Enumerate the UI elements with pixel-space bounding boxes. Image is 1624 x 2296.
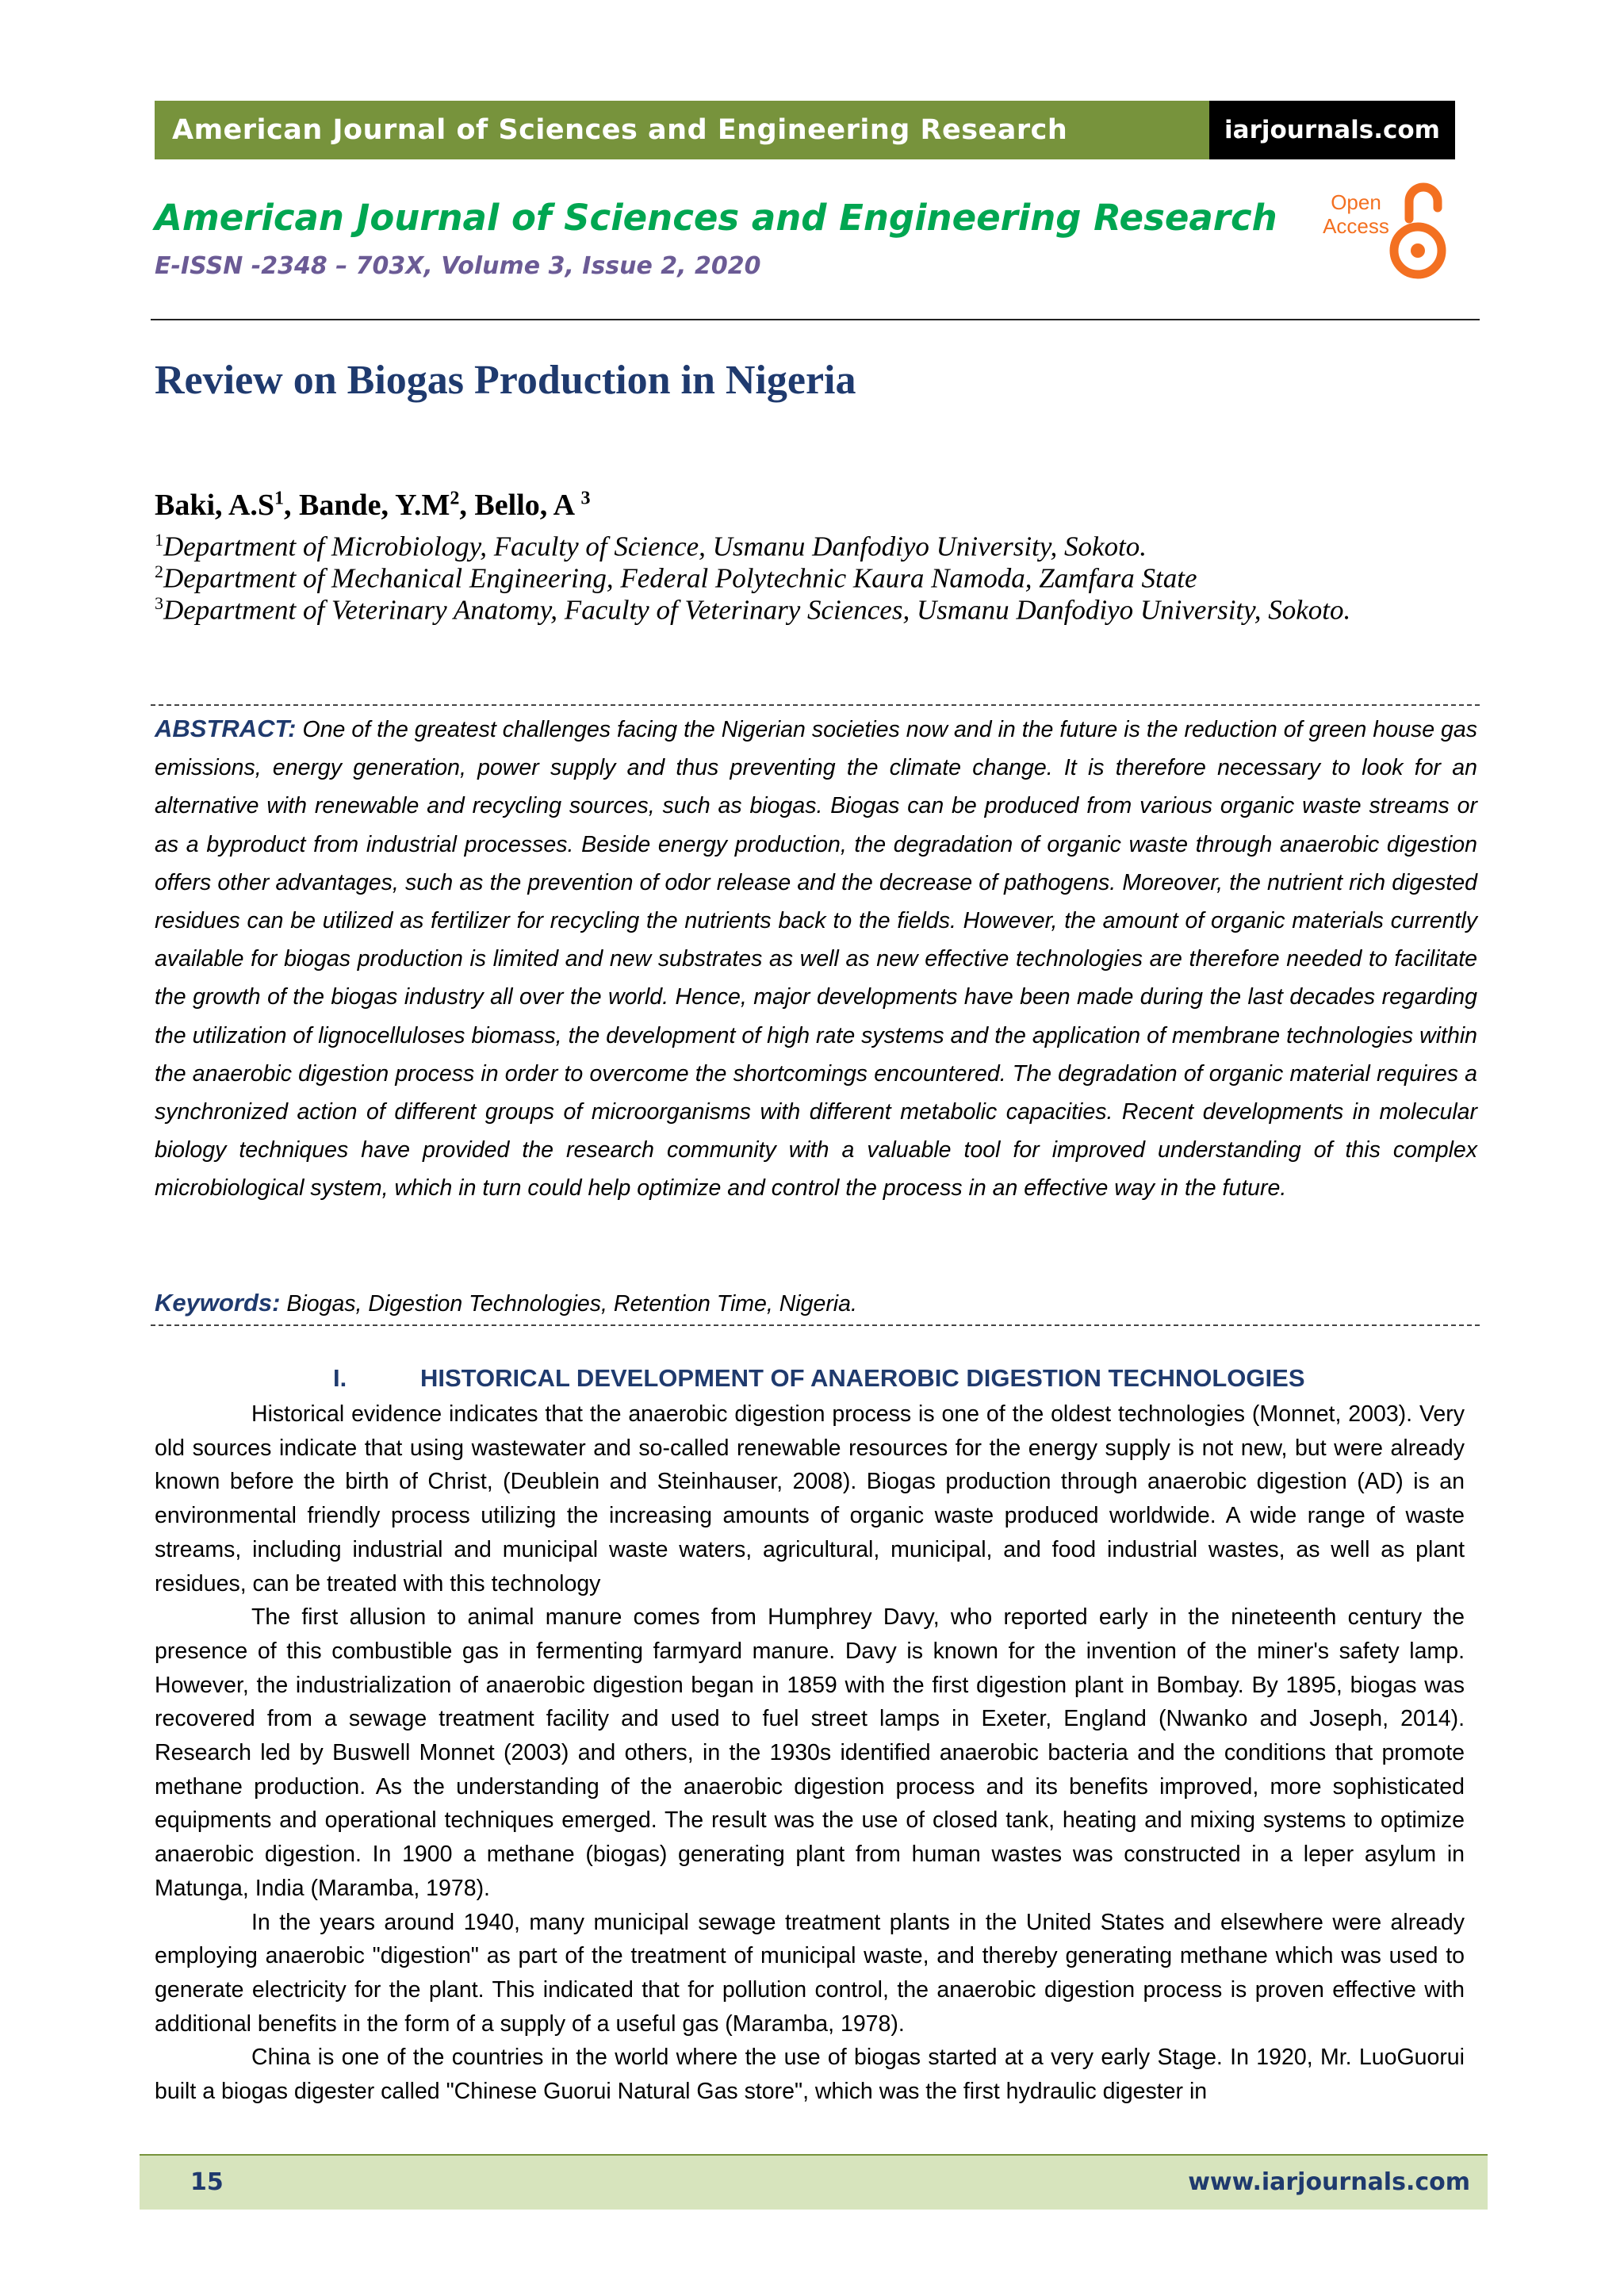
- affiliation: [155, 562, 1197, 595]
- section-title: HISTORICAL DEVELOPMENT OF ANAEROBIC DIGESTION TECHNOLOGIES: [420, 1364, 1305, 1392]
- affiliation-text: Department of Microbiology, Faculty of Science, Usmanu Danfodiyo University, Sokoto.: [163, 531, 1147, 562]
- abstract-top-divider: [151, 704, 1480, 706]
- header-band-title: American Journal of Sciences and Engineering Research: [172, 114, 1068, 146]
- body-paragraph: The first allusion to animal manure comes from Humphrey Davy, who reported early in the nineteenth century the presence of this combustible gas in fermenting farmyard manure. Davy is known for the invention of the miner's safety lamp. However, the industrialization of anaerobic digestion began in 1859 with the first digestion plant in Bombay. By 1895, biogas was recovered from a sewage treatment facility and used to fuel street lamps in Exeter, England (Nwanko and Joseph, 2014). Research led by Buswell Monnet (2003) and others, in the 1930s identified anaerobic bacteria and the conditions that promote methane production. As the understanding of the anaerobic digestion process and its benefits improved, more sophisticated equipments and operational techniques emerged. The result was the use of closed tank, heating and mixing systems to optimize anaerobic digestion. In 1900 a methane (biogas) generating plant from human wastes was constructed in a leper asylum in Matunga, India (Maramba, 1978).: [155, 1604, 1465, 1901]
- affiliation-mark: 1: [155, 530, 163, 550]
- body-paragraph: China is one of the countries in the world where the use of biogas started at a very early Stage. In 1920, Mr. LuoGuorui built a biogas digester called "Chinese Guorui Natural Gas store", which was the first hydraulic digester in: [155, 2045, 1465, 2105]
- affiliation-mark: 3: [155, 593, 163, 613]
- affiliation: [155, 530, 1147, 563]
- journal-issn: E-ISSN -2348 – 703X, Volume 3, Issue 2, 2020: [155, 252, 761, 280]
- section-heading: [333, 1364, 1305, 1393]
- author-separator: ,: [459, 489, 475, 522]
- open-lock-icon: [1320, 173, 1455, 280]
- open-access-line2: Access: [1323, 214, 1389, 238]
- affiliation-text: Department of Veterinary Anatomy, Faculty of Veterinary Sciences, Usmanu Danfodiyo University, Sokoto.: [163, 594, 1351, 626]
- keywords-label: Keywords:: [155, 1289, 281, 1317]
- keywords-text: Biogas, Digestion Technologies, Retention Time, Nigeria.: [286, 1291, 857, 1317]
- author-name: Bello, A: [474, 489, 581, 522]
- author-affil-mark: 2: [450, 488, 460, 509]
- abstract-text: One of the greatest challenges facing the Nigerian societies now and in the future is the reduction of green house gas emissions, energy generation, power supply and thus preventing the climate change. It is therefore necessary to look for an alternative with renewable and recycling sources, such as biogas. Biogas can be produced from various organic waste streams or as a byproduct from industrial processes. Beside energy production, the degradation of organic waste through anaerobic digestion offers other advantages, such as the prevention of odor release and the decrease of pathogens. Moreover, the nutrient rich digested residues can be utilized as fertilizer for recycling the nutrients back to the fields. However, the amount of organic materials currently available for biogas production is limited and new substrates as well as new effective technologies are therefore needed to facilitate the growth of the biogas industry all over the world. Hence, major developments have been made during the last decades regarding the utilization of lignocelluloses biomass, the development of high rate systems and the application of membrane technologies within the anaerobic digestion process in order to overcome the shortcomings encountered. The degradation of organic material requires a synchronized action of different groups of microorganisms with different metabolic capacities. Recent developments in molecular biology techniques have provided the research community with a valuable tool for improved understanding of this complex microbiological system, which in turn could help optimize and control the process in an effective way in the future.: [155, 717, 1478, 1202]
- body-paragraph: Historical evidence indicates that the anaerobic digestion process is one of the oldest technologies (Monnet, 2003). Very old sources indicate that using wastewater and so-called renewable resources for the energy supply is not new, but were already known before the birth of Christ, (Deublein and Steinhauser, 2008). Biogas production through anaerobic digestion (AD) is an environmental friendly process utilizing the increasing amounts of organic waste produced worldwide. A wide range of waste streams, including industrial and municipal waste waters, agricultural, municipal, and food industrial wastes, as well as plant residues, can be treated with this technology: [155, 1401, 1465, 1596]
- author-affil-mark: 1: [274, 488, 285, 509]
- abstract-label: ABSTRACT:: [155, 715, 297, 742]
- open-access-line1: Open: [1331, 190, 1381, 214]
- journal-header-band: [155, 101, 1455, 159]
- footer-url-link[interactable]: www.iarjournals.com: [1188, 2168, 1470, 2196]
- affiliation-text: Department of Mechanical Engineering, Federal Polytechnic Kaura Namoda, Zamfara State: [163, 562, 1197, 594]
- header-divider: [151, 319, 1480, 320]
- author-list: [155, 488, 591, 523]
- body-paragraph: In the years around 1940, many municipal sewage treatment plants in the United States and elsewhere were already employing anaerobic "digestion" as part of the treatment of municipal waste, and thereby generating methane which was used to generate electricity for the plant. This indicated that for pollution control, the anaerobic digestion process is proven effective with additional benefits in the form of a supply of a useful gas (Maramba, 1978).: [155, 1909, 1465, 2037]
- author-name: Bande, Y.M: [299, 489, 450, 522]
- page-footer: [140, 2154, 1488, 2210]
- keywords: [155, 1289, 1477, 1317]
- author-affil-mark: 3: [580, 488, 591, 509]
- paper-title: Review on Biogas Production in Nigeria: [155, 358, 856, 403]
- section-number: I.: [333, 1364, 347, 1392]
- abstract: [155, 710, 1477, 1208]
- author-name: Baki, A.S: [155, 489, 275, 522]
- journal-title: American Journal of Sciences and Engineering Research: [155, 197, 1277, 239]
- header-site-link[interactable]: iarjournals.com: [1209, 101, 1455, 159]
- abstract-bottom-divider: [151, 1324, 1480, 1326]
- affiliation-mark: 2: [155, 562, 163, 581]
- page-number: 15: [190, 2168, 224, 2196]
- section-body: [155, 1397, 1465, 2109]
- affiliation: [155, 593, 1350, 627]
- author-separator: ,: [284, 489, 300, 522]
- open-access-logo: [1320, 173, 1455, 280]
